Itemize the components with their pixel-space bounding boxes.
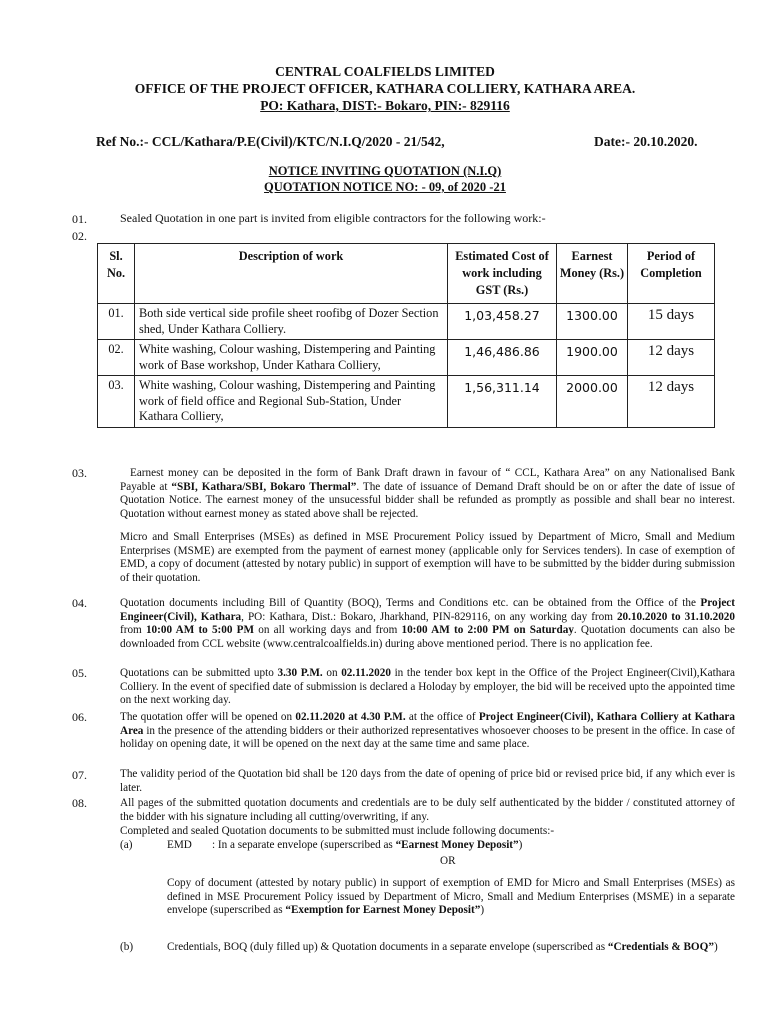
notice-title: NOTICE INVITING QUOTATION (N.I.Q)	[268, 164, 502, 178]
row-period: 12 days	[628, 376, 715, 428]
item-03-msme-text: Micro and Small Enterprises (MSEs) as defined in MSE Procurement Policy issued by Department of Micro, Small and Medium Enterprises (MSME) are exempted from the payment of earnest money (applicable only for Services tenders). In case of exemption of EMD, a copy of document (attested by notary public) in support of exemption will have to be submitted by the bidder during submission of their quotation.	[120, 531, 735, 584]
col-header-cost: Estimated Cost of work including GST (Rs.)	[448, 244, 557, 304]
item-07-text: The validity period of the Quotation bid shall be 120 days from the date of opening of price bid or revised price bid, if any which ever is later.	[120, 768, 735, 794]
notice-subtitle: QUOTATION NOTICE NO: - 09, of 2020 -21	[264, 180, 506, 194]
row-cost: 1,46,486.86	[448, 340, 557, 376]
row-description: Both side vertical side profile sheet roofibg of Dozer Section shed, Under Kathara Colliery.	[135, 304, 448, 340]
item-number: 07.	[72, 768, 87, 782]
item-04-text: Quotation documents including Bill of Quantity (BOQ), Terms and Conditions etc. can be obtained from the Office of the Project Engineer(Civil), Kathara, PO: Kathara, Dist.: Bokaro, Jharkhand, PIN-829116, on any working day from 20.10.2020 to 31.10.2020 from 10:00 AM to 5:00 PM on all working days and from 10:00 AM to 2:00 PM on Saturday. Quotation documents can also be downloaded from CCL website (www.centralcoalfields.in) during above mentioned period. There is no application fee.	[120, 597, 735, 650]
row-description: White washing, Colour washing, Distempering and Painting work of Base workshop, Under Kathara Colliery,	[135, 340, 448, 376]
item-01-text: Sealed Quotation in one part is invited from eligible contractors for the following work:-	[120, 211, 546, 225]
item-number: 03.	[72, 466, 87, 480]
list-label-a: (a)	[120, 839, 133, 851]
item-08-list-intro: Completed and sealed Quotation documents to be submitted must include following documents:-	[120, 825, 555, 837]
item-number: 02.	[72, 229, 87, 243]
reference-number: Ref No.:- CCL/Kathara/P.E(Civil)/KTC/N.I.Q/2020 - 21/542,	[96, 134, 445, 149]
credentials-envelope-text: Credentials, BOQ (duly filled up) & Quotation documents in a separate envelope (superscribed as “Credentials & BOQ”)	[167, 941, 718, 953]
row-period: 15 days	[628, 304, 715, 340]
row-earnest: 2000.00	[557, 376, 628, 428]
row-period: 12 days	[628, 340, 715, 376]
row-cost: 1,03,458.27	[448, 304, 557, 340]
row-sl: 01.	[98, 304, 135, 340]
row-description: White washing, Colour washing, Distempering and Painting work of field office and Regional Sub-Station, Under Kathara Colliery,	[135, 376, 448, 428]
table-row	[98, 376, 715, 428]
col-header-sl: Sl. No.	[98, 244, 135, 304]
notice-date: Date:- 20.10.2020.	[594, 134, 698, 149]
item-number: 06.	[72, 710, 87, 724]
item-06-text: The quotation offer will be opened on 02.11.2020 at 4.30 P.M. at the office of Project Engineer(Civil), Kathara Colliery at Kathara Area in the presence of the attending bidders or their authorized representatives whosoever chooses to be present in the office. In case of holiday on opening date, it will be opened on the next day at the same time and same place.	[120, 711, 735, 751]
or-separator: OR	[440, 855, 456, 867]
item-number: 04.	[72, 596, 87, 610]
item-number: 08.	[72, 796, 87, 810]
item-05-text: Quotations can be submitted upto 3.30 P.M. on 02.11.2020 in the tender box kept in the Office of the Project Engineer(Civil),Kathara Colliery. In the event of specified date of submission is declared a Holoday by employer, the bid will be received upto the appointed time on the next working day.	[120, 667, 735, 707]
row-sl: 02.	[98, 340, 135, 376]
col-header-period: Period of Completion	[628, 244, 715, 304]
emd-exemption-text: Copy of document (attested by notary public) in support of exemption of EMD for Micro and Small Enterprises (MSEs) as defined in MSE Procurement Policy issued by Department of Micro, Small and Medium Enterprises (MSME) in a separate envelope (superscribed as “Exemption for Earnest Money Deposit”)	[167, 877, 735, 917]
col-header-desc: Description of work	[135, 244, 448, 304]
company-name: CENTRAL COALFIELDS LIMITED	[275, 64, 495, 79]
row-cost: 1,56,311.14	[448, 376, 557, 428]
works-table	[97, 243, 715, 428]
row-sl: 03.	[98, 376, 135, 428]
row-earnest: 1900.00	[557, 340, 628, 376]
office-address: PO: Kathara, DIST:- Bokaro, PIN:- 829116	[260, 98, 510, 113]
item-number: 01.	[72, 212, 87, 226]
table-row	[98, 304, 715, 340]
list-label-b: (b)	[120, 941, 134, 953]
emd-label: EMD	[167, 839, 192, 851]
item-03-text: Earnest money can be deposited in the form of Bank Draft drawn in favour of “ CCL, Kathara Area” on any Nationalised Bank Payable at “SBI, Kathara/SBI, Bokaro Thermal”. The date of issuance of Demand Draft should be on or after the date of issue of Quotation Notice. The earnest money of the unsucessful bidder shall be refunded as promptly as possible and shall bear no interest. Quotation without earnest money as stated above shall be rejected.	[120, 467, 735, 520]
row-earnest: 1300.00	[557, 304, 628, 340]
table-row	[98, 340, 715, 376]
col-header-earnest: Earnest Money (Rs.)	[557, 244, 628, 304]
office-name: OFFICE OF THE PROJECT OFFICER, KATHARA COLLIERY, KATHARA AREA.	[134, 81, 636, 96]
item-number: 05.	[72, 666, 87, 680]
item-08-text: All pages of the submitted quotation documents and credentials are to be duly self authenticated by the bidder / constituted attorney of the bidder with his signature including all cutting/overwriting, if any.	[120, 797, 735, 823]
table-header-row	[98, 244, 715, 304]
reference-row	[96, 134, 726, 150]
emd-envelope-text: : In a separate envelope (superscribed as “Earnest Money Deposit”)	[212, 839, 523, 851]
